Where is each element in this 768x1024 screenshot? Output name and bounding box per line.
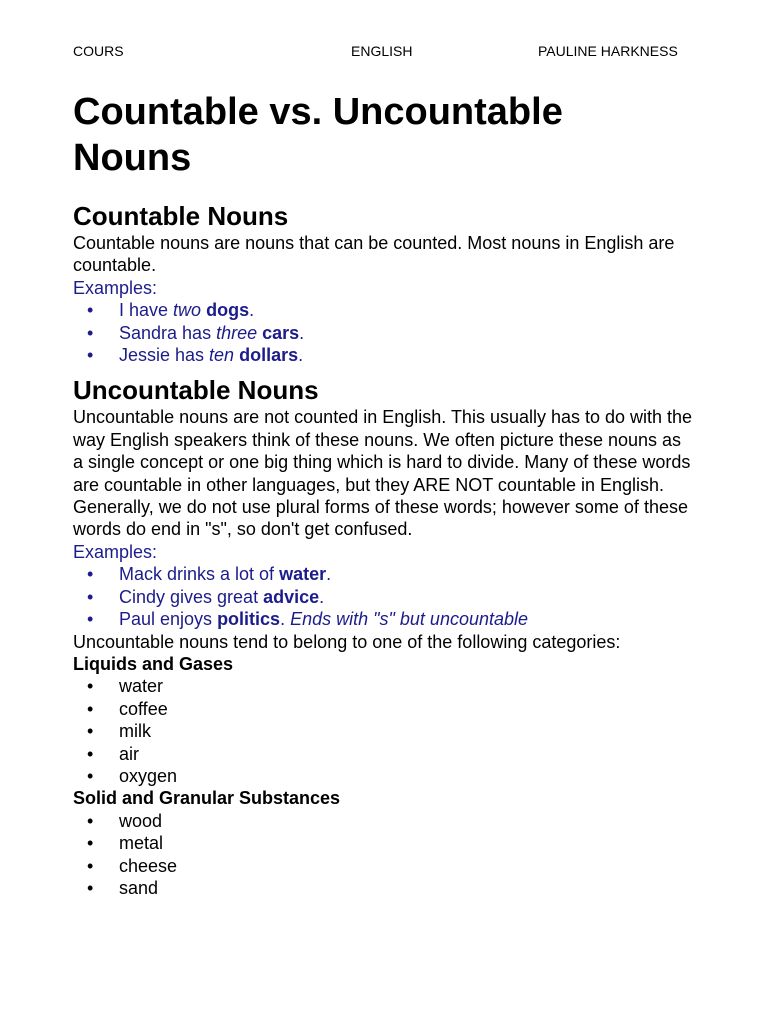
uncountable-description: Uncountable nouns are not counted in English. This usually has to do with the way English speakers think of these nouns. We often picture these nouns as a single concept or one big thing which is hard to divide. Many of these words are countable in other languages, but they ARE NOT countable in English. Generally, we do not use plural forms of these words; however some of these words do end in "s", so don't get confused. <box>73 407 693 540</box>
list-item: • sand <box>87 877 159 898</box>
bullet-icon: • <box>87 322 94 343</box>
header-course: COURS <box>73 43 124 59</box>
page-title-line-1: Countable vs. Uncountable <box>73 91 563 133</box>
category-list-liquids <box>73 675 693 787</box>
bullet-icon: • <box>87 564 94 585</box>
countable-description: Countable nouns are nouns that can be counted. Most nouns in English are countable. <box>73 233 675 276</box>
bullet-icon: • <box>87 609 94 630</box>
countable-heading: Countable Nouns <box>73 201 289 231</box>
list-item: • Jessie has ten dollars. <box>87 345 304 366</box>
header-author: PAULINE HARKNESS <box>538 43 678 59</box>
category-title-liquids: Liquids and Gases <box>73 653 234 674</box>
page-title-line-2: Nouns <box>73 137 192 179</box>
countable-examples-list <box>73 299 693 366</box>
countable-examples-label: Examples: <box>73 277 158 298</box>
bullet-icon: • <box>87 810 94 831</box>
category-title-solids: Solid and Granular Substances <box>73 788 341 809</box>
uncountable-examples-label: Examples: <box>73 541 158 562</box>
header-subject: ENGLISH <box>351 43 413 59</box>
list-item: • Cindy gives great advice. <box>87 586 325 607</box>
page-title <box>73 89 693 181</box>
list-item: • water <box>87 676 164 697</box>
list-item: • I have two dogs. <box>87 300 255 321</box>
list-item: • coffee <box>87 698 168 719</box>
list-item: • wood <box>87 810 163 831</box>
bullet-icon: • <box>87 586 94 607</box>
bullet-icon: • <box>87 300 94 321</box>
category-list-solids <box>73 810 693 900</box>
bullet-icon: • <box>87 855 94 876</box>
bullet-icon: • <box>87 345 94 366</box>
bullet-icon: • <box>87 743 94 764</box>
list-item: • cheese <box>87 855 178 876</box>
list-item: • air <box>87 743 140 764</box>
uncountable-examples-list <box>73 563 693 630</box>
document-body <box>73 89 693 899</box>
list-item: • Paul enjoys politics. Ends with "s" but uncountable <box>87 609 529 630</box>
list-item: • milk <box>87 721 151 742</box>
list-item: • Mack drinks a lot of water. <box>87 564 332 585</box>
categories-intro: Uncountable nouns tend to belong to one of the following categories: <box>73 631 621 652</box>
bullet-icon: • <box>87 721 94 742</box>
bullet-icon: • <box>87 877 94 898</box>
list-item: • Sandra has three cars. <box>87 322 305 343</box>
list-item: • metal <box>87 833 164 854</box>
bullet-icon: • <box>87 765 94 786</box>
list-item: • oxygen <box>87 765 178 786</box>
bullet-icon: • <box>87 833 94 854</box>
bullet-icon: • <box>87 676 94 697</box>
uncountable-heading: Uncountable Nouns <box>73 375 319 406</box>
bullet-icon: • <box>87 698 94 719</box>
